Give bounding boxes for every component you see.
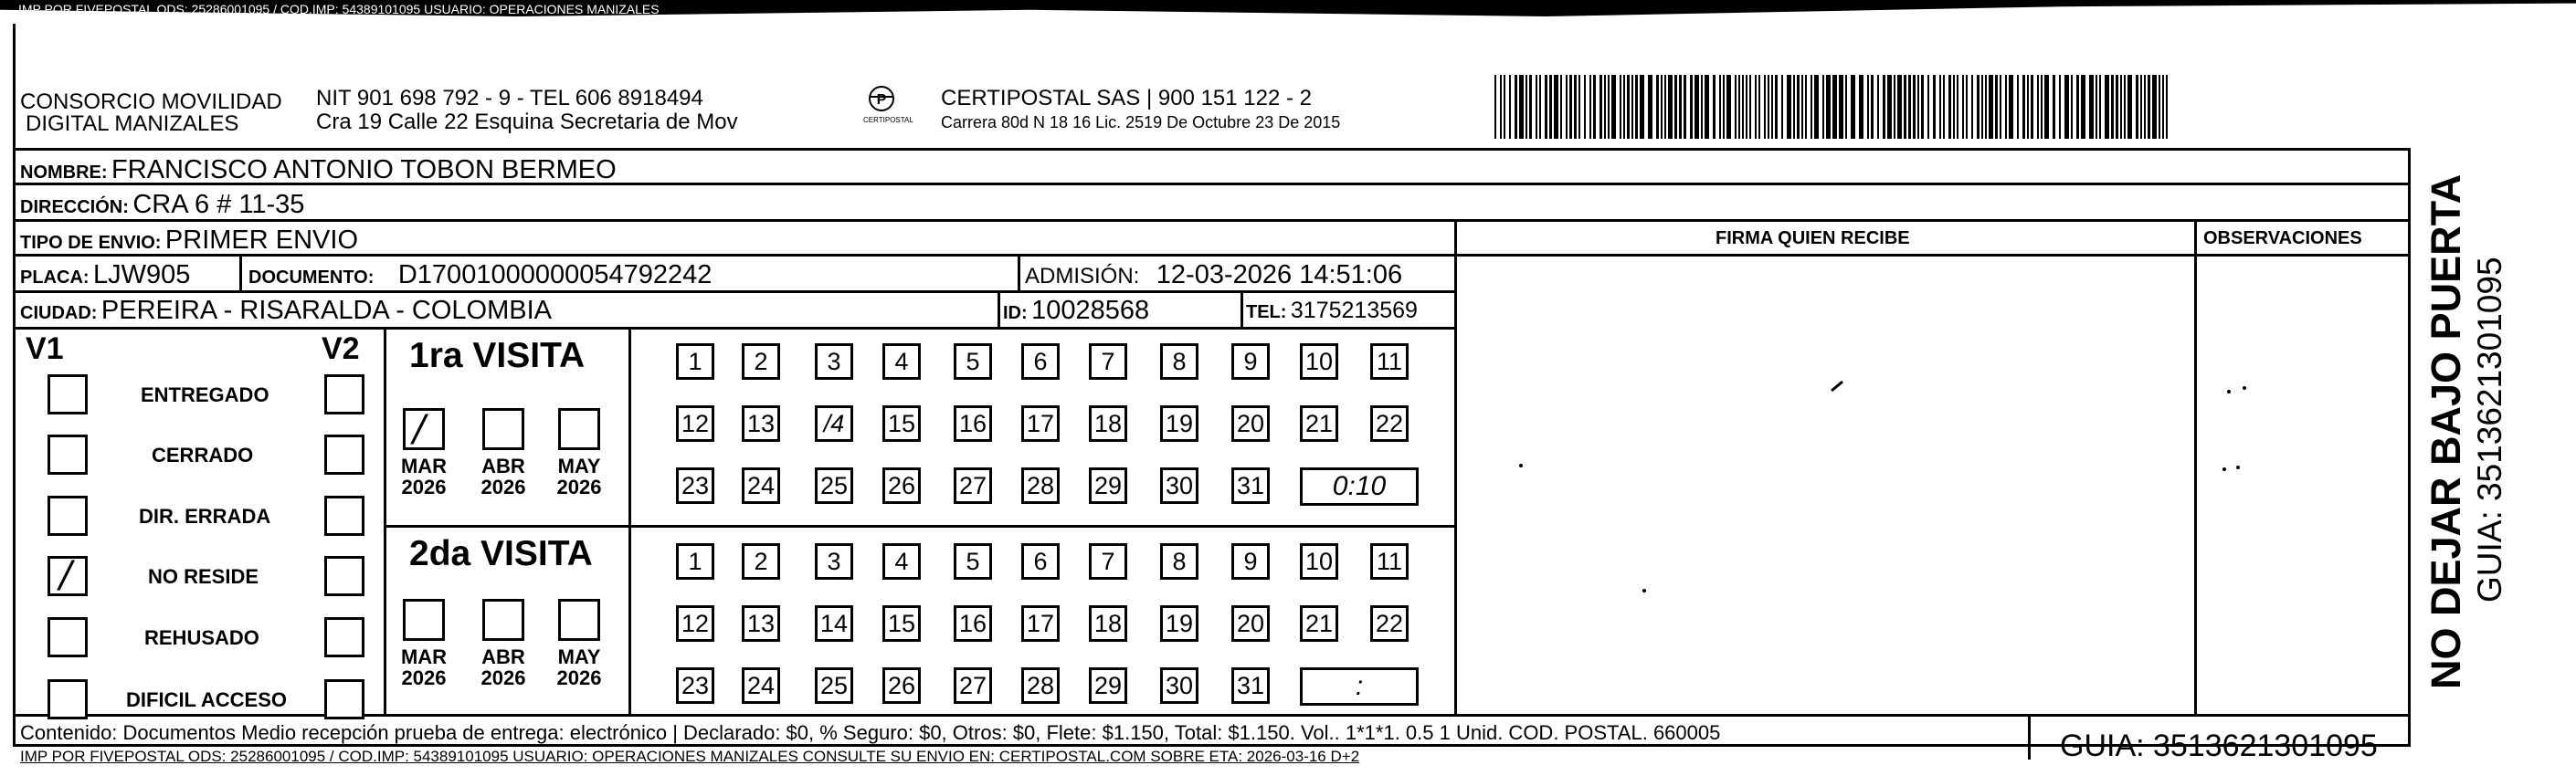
- day-number: 17: [1026, 409, 1055, 437]
- day-box[interactable]: [1231, 543, 1270, 580]
- certipostal-logo-text: CERTIPOSTAL: [863, 116, 913, 124]
- issuer-line-1: CONSORCIO MOVILIDAD: [20, 89, 282, 114]
- status-option-label: DIR. ERRADA: [139, 505, 271, 528]
- v2-label: V2: [322, 331, 360, 366]
- day-box[interactable]: [1021, 405, 1060, 442]
- name-label: NOMBRE:: [20, 163, 108, 183]
- year-label: 2026: [480, 476, 526, 499]
- day-number: 18: [1093, 409, 1123, 437]
- day-number: 1: [688, 347, 702, 375]
- day-box[interactable]: [742, 605, 780, 642]
- day-box[interactable]: [954, 543, 992, 580]
- day-number: /4: [823, 409, 845, 437]
- address-value: CRA 6 # 11-35: [132, 190, 305, 219]
- month-label: MAR: [400, 455, 448, 477]
- day-number: 6: [1033, 347, 1048, 375]
- city-label: CIUDAD:: [20, 303, 98, 323]
- day-number: 25: [819, 671, 849, 699]
- day-number: 5: [966, 547, 980, 575]
- day-number: 18: [1093, 609, 1123, 637]
- day-number: 30: [1165, 471, 1194, 499]
- day-number: 20: [1236, 609, 1265, 637]
- month-label: MAY: [557, 645, 601, 668]
- day-number: 31: [1236, 471, 1265, 499]
- year-label: 2026: [401, 666, 447, 690]
- v1-checkbox[interactable]: [48, 556, 88, 596]
- signature-header: FIRMA QUIEN RECIBE: [1716, 228, 1910, 248]
- month-label: ABR: [481, 455, 525, 477]
- year-label: 2026: [401, 476, 447, 499]
- month-label: ABR: [481, 645, 525, 668]
- v2-checkbox[interactable]: [324, 496, 364, 536]
- courier-line-2: Carrera 80d N 18 16 Lic. 2519 De Octubre 23 De 2015: [941, 113, 1341, 131]
- day-box[interactable]: [676, 667, 714, 704]
- day-box[interactable]: [1370, 605, 1409, 642]
- day-number: 17: [1026, 609, 1055, 637]
- day-number: 27: [958, 471, 987, 499]
- day-number: 23: [681, 671, 710, 699]
- day-number: 15: [887, 409, 916, 437]
- day-box[interactable]: [1160, 405, 1198, 442]
- day-number: 19: [1165, 409, 1194, 437]
- day-number: 4: [894, 347, 909, 375]
- day-box[interactable]: [1231, 605, 1270, 642]
- day-box[interactable]: [882, 343, 921, 380]
- day-box[interactable]: [676, 343, 714, 380]
- month-checkbox[interactable]: [482, 408, 524, 450]
- day-box[interactable]: [1021, 667, 1060, 704]
- day-box[interactable]: [676, 605, 714, 642]
- time-box[interactable]: [1300, 667, 1419, 706]
- month-checkbox[interactable]: [558, 599, 600, 641]
- day-box[interactable]: [1300, 343, 1338, 380]
- day-number: 29: [1093, 471, 1123, 499]
- footer-contents: Contenido: Documentos Medio recepción prueba de entrega: electrónico | Declarado: $0, % Seguro: $0, Otros: $0, Flete: $1.150, Total: $1.150. Vol.. 1*1*1. 0.5 1 Unid. COD. POSTAL. 660005: [20, 721, 1721, 744]
- day-box[interactable]: [676, 467, 714, 504]
- top-strip-text: IMP POR FIVEPOSTAL ODS: 25286001095 / COD.IMP: 54389101095 USUARIO: OPERACIONES MANIZALES: [18, 2, 660, 16]
- day-box[interactable]: [676, 543, 714, 580]
- day-number: 21: [1304, 409, 1334, 437]
- v2-checkbox[interactable]: [324, 617, 364, 657]
- day-box[interactable]: [742, 343, 780, 380]
- day-number: 9: [1243, 347, 1258, 375]
- year-label: 2026: [556, 666, 602, 690]
- observations-header: OBSERVACIONES: [2203, 228, 2362, 248]
- day-number: 13: [746, 409, 776, 437]
- day-number: 31: [1236, 671, 1265, 699]
- day-box[interactable]: [1021, 605, 1060, 642]
- day-box[interactable]: [815, 343, 853, 380]
- day-number: 28: [1026, 671, 1055, 699]
- day-box[interactable]: [954, 343, 992, 380]
- day-box[interactable]: [1370, 343, 1409, 380]
- address-label: DIRECCIÓN:: [20, 197, 129, 217]
- v1-checkbox[interactable]: [48, 496, 88, 536]
- day-box[interactable]: [1231, 343, 1270, 380]
- document-label: DOCUMENTO:: [248, 267, 375, 288]
- day-box[interactable]: [742, 543, 780, 580]
- day-box[interactable]: [1160, 667, 1198, 704]
- day-number: 7: [1101, 547, 1115, 575]
- plate-value: LJW905: [93, 260, 191, 289]
- day-box[interactable]: [1231, 467, 1270, 504]
- month-checkbox[interactable]: [403, 408, 445, 450]
- day-box[interactable]: [676, 405, 714, 442]
- shipment-type-label: TIPO DE ENVIO:: [20, 233, 162, 253]
- day-box[interactable]: [815, 405, 853, 442]
- day-number: 2: [754, 547, 768, 575]
- status-option-label: DIFICIL ACCESO: [126, 688, 288, 711]
- visit2-title: 2da VISITA: [409, 534, 593, 573]
- day-box[interactable]: [1160, 467, 1198, 504]
- day-box[interactable]: [1089, 543, 1127, 580]
- signature-marks: [1457, 257, 2407, 712]
- time-value: :: [1355, 671, 1364, 701]
- plate-label: PLACA:: [20, 267, 90, 288]
- admission-label: ADMISIÓN:: [1025, 264, 1140, 288]
- footer-print-line: IMP POR FIVEPOSTAL ODS: 25286001095 / COD.IMP: 54389101095 USUARIO: OPERACIONES MANIZALES CONSULTE SU ENVIO EN: CERTIPOSTAL.COM SOBRE ETA: 2026-03-16 D+2: [20, 748, 1360, 765]
- no-dejar-bajo-puerta: NO DEJAR BAJO PUERTA: [2423, 173, 2469, 689]
- barcode-icon: [1494, 75, 2175, 139]
- day-box[interactable]: [954, 467, 992, 504]
- day-number: 1: [688, 547, 702, 575]
- year-label: 2026: [556, 476, 602, 499]
- day-box[interactable]: [1231, 667, 1270, 704]
- status-option-label: NO RESIDE: [148, 565, 259, 588]
- day-box[interactable]: [815, 667, 853, 704]
- v2-checkbox[interactable]: [324, 374, 364, 414]
- v1-check-mark: /: [59, 554, 72, 596]
- day-number: 12: [681, 409, 710, 437]
- day-box[interactable]: [1231, 405, 1270, 442]
- day-number: 3: [827, 547, 841, 575]
- day-number: 30: [1165, 671, 1194, 699]
- v2-checkbox[interactable]: [324, 679, 364, 719]
- issuer-line-2: DIGITAL MANIZALES: [26, 111, 239, 136]
- month-label: MAR: [400, 645, 448, 668]
- shipment-type-value: PRIMER ENVIO: [164, 225, 359, 255]
- day-number: 10: [1304, 547, 1334, 575]
- id-label: ID:: [1003, 303, 1028, 323]
- name-value: FRANCISCO ANTONIO TOBON BERMEO: [111, 155, 617, 184]
- day-box[interactable]: [1021, 343, 1060, 380]
- day-box[interactable]: [882, 405, 921, 442]
- v1-label: V1: [26, 331, 64, 366]
- issuer-address: Cra 19 Calle 22 Esquina Secretaria de Mov: [316, 110, 738, 134]
- day-number: 6: [1033, 547, 1048, 575]
- day-box[interactable]: [815, 543, 853, 580]
- day-number: 7: [1101, 347, 1115, 375]
- day-number: 28: [1026, 471, 1055, 499]
- day-number: 16: [958, 609, 987, 637]
- document-value: D17001000000054792242: [397, 260, 713, 289]
- day-box[interactable]: [882, 667, 921, 704]
- v1-checkbox[interactable]: [48, 435, 88, 475]
- day-number: 11: [1376, 347, 1403, 375]
- day-number: 16: [958, 409, 987, 437]
- day-number: 23: [681, 471, 710, 499]
- day-number: 5: [966, 347, 980, 375]
- id-value: 10028568: [1031, 296, 1150, 325]
- day-box[interactable]: [1089, 667, 1127, 704]
- day-number: 26: [887, 671, 916, 699]
- footer-guide-number: GUIA: 3513621301095: [2060, 729, 2378, 763]
- day-box[interactable]: [742, 667, 780, 704]
- day-box[interactable]: [815, 467, 853, 504]
- month-checkbox[interactable]: [482, 599, 524, 641]
- day-box[interactable]: [815, 605, 853, 642]
- day-box[interactable]: [1021, 467, 1060, 504]
- visit1-title: 1ra VISITA: [409, 336, 586, 375]
- tel-label: TEL:: [1246, 302, 1287, 322]
- day-number: 8: [1172, 547, 1187, 575]
- day-box[interactable]: [1160, 543, 1198, 580]
- day-box[interactable]: [1370, 543, 1409, 580]
- time-box[interactable]: [1300, 467, 1419, 506]
- month-checkbox[interactable]: [403, 599, 445, 641]
- day-number: 8: [1172, 347, 1187, 375]
- day-number: 26: [887, 471, 916, 499]
- admission-value: 12-03-2026 14:51:06: [1156, 260, 1403, 289]
- day-box[interactable]: [1300, 405, 1338, 442]
- day-box[interactable]: [882, 467, 921, 504]
- v1-checkbox[interactable]: [48, 679, 88, 719]
- v2-checkbox[interactable]: [324, 556, 364, 596]
- day-number: 24: [746, 471, 776, 499]
- svg-text:P: P: [876, 92, 887, 108]
- month-check-mark: /: [413, 408, 426, 450]
- day-box[interactable]: [1089, 405, 1127, 442]
- day-box[interactable]: [1370, 405, 1409, 442]
- day-box[interactable]: [882, 543, 921, 580]
- day-box[interactable]: [1089, 343, 1127, 380]
- day-number: 14: [819, 609, 849, 637]
- day-number: 20: [1236, 409, 1265, 437]
- day-number: 3: [827, 347, 841, 375]
- day-number: 15: [887, 609, 916, 637]
- day-box[interactable]: [1089, 467, 1127, 504]
- tel-value: 3175213569: [1290, 298, 1418, 323]
- status-option-label: REHUSADO: [144, 626, 259, 649]
- day-number: 22: [1375, 409, 1404, 437]
- day-number: 12: [681, 609, 710, 637]
- v2-checkbox[interactable]: [324, 435, 364, 475]
- day-box[interactable]: [1300, 543, 1338, 580]
- certipostal-logo: [861, 84, 916, 131]
- month-checkbox[interactable]: [558, 408, 600, 450]
- status-option-label: ENTREGADO: [141, 383, 269, 406]
- day-number: 13: [746, 609, 776, 637]
- v1-checkbox[interactable]: [48, 374, 88, 414]
- day-box[interactable]: [1160, 343, 1198, 380]
- day-number: 27: [958, 671, 987, 699]
- day-box[interactable]: [1300, 605, 1338, 642]
- city-value: PEREIRA - RISARALDA - COLOMBIA: [100, 296, 553, 325]
- day-number: 10: [1304, 347, 1334, 375]
- month-label: MAY: [557, 455, 601, 477]
- day-box[interactable]: [954, 605, 992, 642]
- day-number: 11: [1376, 547, 1403, 575]
- time-value: 0:10: [1332, 471, 1387, 501]
- courier-line-1: CERTIPOSTAL SAS | 900 151 122 - 2: [941, 86, 1312, 110]
- day-number: 4: [894, 547, 909, 575]
- day-number: 25: [819, 471, 849, 499]
- day-number: 29: [1093, 671, 1123, 699]
- day-number: 21: [1304, 609, 1334, 637]
- day-box[interactable]: [954, 405, 992, 442]
- day-number: 24: [746, 671, 776, 699]
- day-box[interactable]: [1089, 605, 1127, 642]
- side-guide-number: GUIA: 3513621301095: [2471, 257, 2508, 603]
- day-box[interactable]: [954, 667, 992, 704]
- year-label: 2026: [480, 666, 526, 690]
- day-box[interactable]: [742, 405, 780, 442]
- day-number: 9: [1243, 547, 1258, 575]
- day-box[interactable]: [1021, 543, 1060, 580]
- day-box[interactable]: [742, 467, 780, 504]
- day-number: 22: [1375, 609, 1404, 637]
- issuer-nit: NIT 901 698 792 - 9 - TEL 606 8918494: [316, 86, 703, 110]
- v1-checkbox[interactable]: [48, 617, 88, 657]
- day-number: 19: [1165, 609, 1194, 637]
- status-option-label: CERRADO: [152, 444, 254, 467]
- day-box[interactable]: [1160, 605, 1198, 642]
- day-number: 2: [754, 347, 768, 375]
- day-box[interactable]: [882, 605, 921, 642]
